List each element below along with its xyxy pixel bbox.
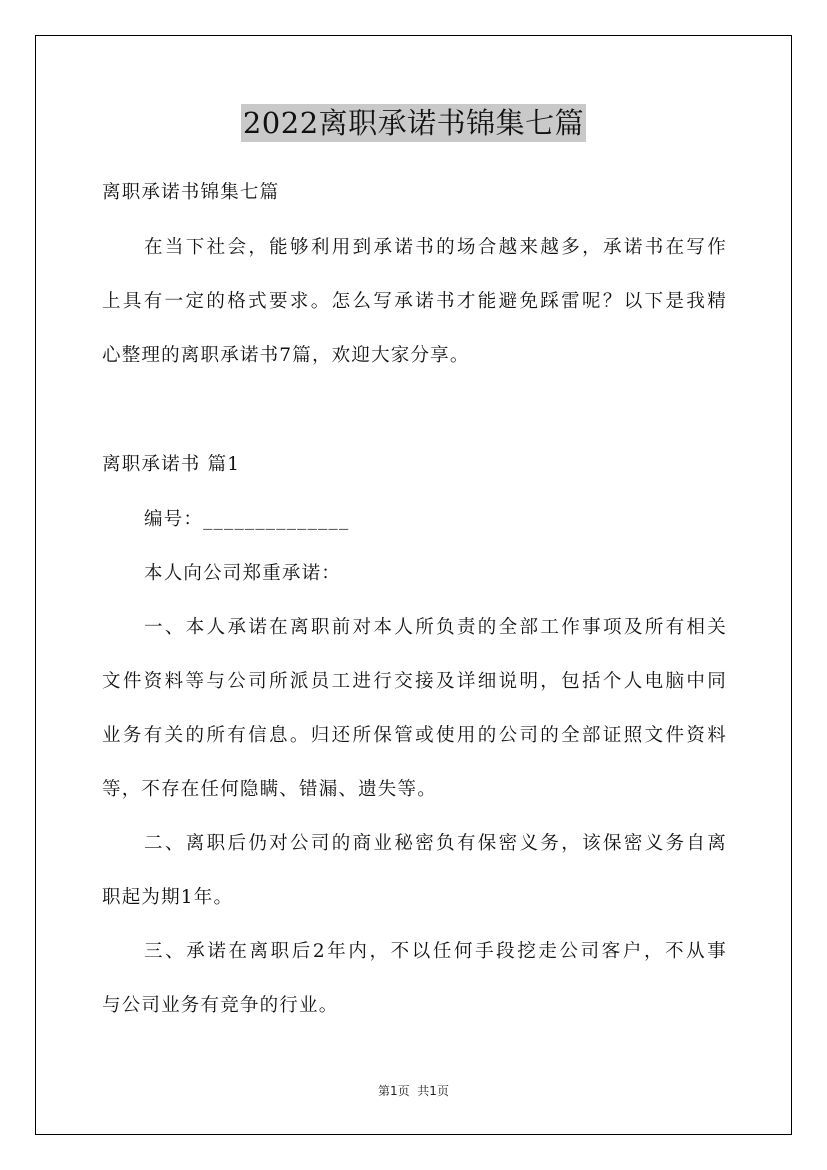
page-footer: 第1页 共1页 — [378, 1084, 449, 1098]
item3-line-1: 三、承诺在离职后2年内，不以任何手段挖走公司客户，不从事 — [144, 941, 727, 962]
item1-line-3: 业务有关的所有信息。归还所保管或使用的公司的全部证照文件资料 — [102, 725, 727, 746]
item1-line-1: 一、本人承诺在离职前对本人所负责的全部工作事项及所有相关 — [144, 617, 727, 638]
title-container — [0, 104, 827, 142]
intro-line-2: 上具有一定的格式要求。怎么写承诺书才能避免踩雷呢？以下是我精 — [102, 291, 727, 312]
item2-line-1: 二、离职后仍对公司的商业秘密负有保密义务，该保密义务自离 — [144, 833, 727, 854]
intro-line-1: 在当下社会，能够利用到承诺书的场合越来越多，承诺书在写作 — [144, 237, 727, 258]
item1-line-4: 等，不存在任何隐瞒、错漏、遗失等。 — [102, 779, 437, 800]
intro-line-3: 心整理的离职承诺书7篇，欢迎大家分享。 — [102, 345, 470, 366]
document-title: 2022离职承诺书锦集七篇 — [242, 106, 585, 140]
number-line: 编号：______________ — [144, 509, 350, 530]
item3-line-2: 与公司业务有竞争的行业。 — [102, 995, 339, 1016]
item1-line-2: 文件资料等与公司所派员工进行交接及详细说明，包括个人电脑中同 — [102, 671, 727, 692]
pledge-intro: 本人向公司郑重承诺： — [144, 563, 342, 584]
document-subtitle: 离职承诺书锦集七篇 — [102, 182, 280, 203]
item2-line-2: 职起为期1年。 — [102, 887, 234, 908]
section-heading: 离职承诺书 篇1 — [102, 454, 241, 475]
